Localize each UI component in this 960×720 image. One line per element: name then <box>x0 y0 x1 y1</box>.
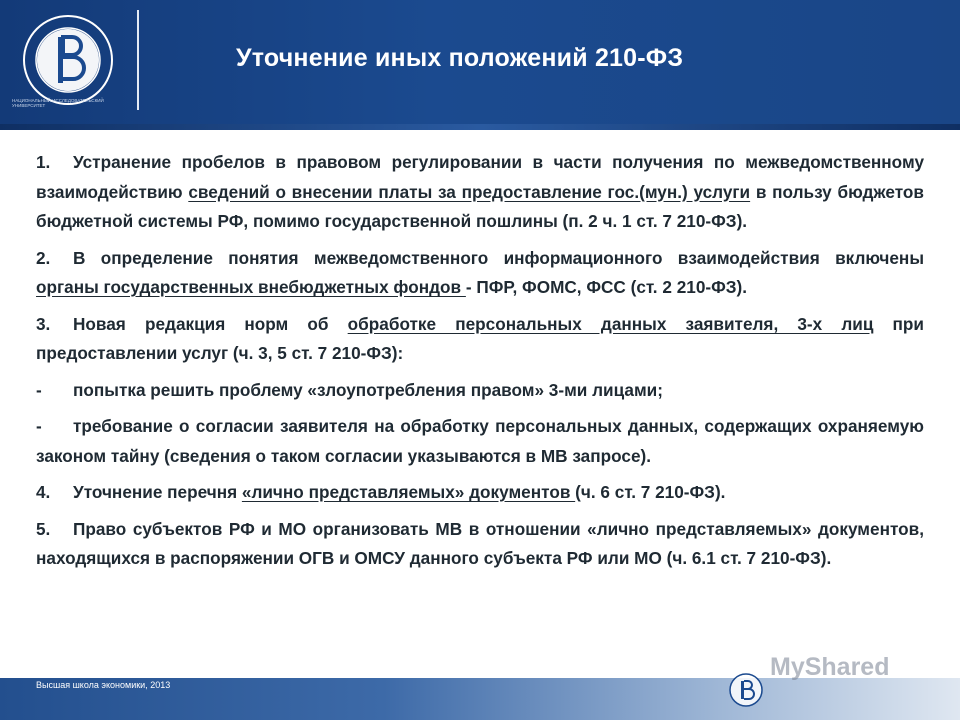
item-text: В определение понятия межведомственного информационного взаимодействия включены <box>73 247 924 268</box>
item-text-tail: при предоставлении услуг (ч. 3, 5 ст. 7 210-ФЗ): <box>36 313 924 363</box>
item-text: попытка решить проблему «злоупотребления правом» 3-ми лицами; <box>73 379 663 400</box>
item-number: 5. <box>36 518 51 539</box>
item-text-tail: (ч. 6 ст. 7 210-ФЗ). <box>575 482 726 502</box>
dash-marker: - <box>36 379 42 400</box>
footer-text: Высшая школа экономики, 2013 <box>36 680 171 690</box>
item-number: 3. <box>36 313 51 334</box>
item-underlined-text: «лично представляемых» документов <box>241 482 576 502</box>
watermark-text: MyShared <box>770 653 890 681</box>
item-text: Уточнение перечня <box>73 482 242 502</box>
item-text: Новая редакция норм об <box>73 313 348 334</box>
list-item-5 <box>36 515 924 574</box>
item-number: 4. <box>36 482 51 502</box>
list-item-2 <box>36 244 924 303</box>
item-underlined-text: сведений о внесении платы за предоставление гос.(мун.) услуги <box>188 181 751 202</box>
item-text: Устранение пробелов в правовом регулировании в части получения по межведомственному взаимодействию <box>36 152 924 202</box>
dash-item-1 <box>36 376 924 406</box>
item-number: 2. <box>36 247 51 268</box>
item-text: требование о согласии заявителя на обработку персональных данных, содержащих охраняемую законом тайну (сведения о таком согласии указываются в МВ запросе). <box>36 416 924 466</box>
dash-item-2 <box>36 412 924 471</box>
dash-marker: - <box>36 416 42 436</box>
slide-content <box>36 148 924 581</box>
item-text-tail: в пользу бюджетов бюджетной системы РФ, помимо государственной пошлины (п. 2 ч. 1 ст. 7 210-ФЗ). <box>36 181 924 231</box>
logo-subtitle: НАЦИОНАЛЬНЫЙ ИССЛЕДОВАТЕЛЬСКИЙ УНИВЕРСИТЕТ <box>12 98 104 108</box>
footer-logo-icon <box>728 672 764 708</box>
header-vertical-divider <box>137 10 139 110</box>
item-number: 1. <box>36 152 51 172</box>
slide-title: Уточнение иных положений 210-ФЗ <box>236 44 684 72</box>
item-text: Право субъектов РФ и МО организовать МВ в отношении «лично представляемых» документов, находящихся в распоряжении ОГВ и ОМСУ данного субъекта РФ или МО (ч. 6.1 ст. 7 210-ФЗ). <box>36 518 924 568</box>
header-divider <box>0 124 960 130</box>
item-underlined-text: органы государственных внебюджетных фондов <box>36 277 466 297</box>
list-item-1 <box>36 148 924 237</box>
item-text-tail: - ПФР, ФОМС, ФСС (ст. 2 210-ФЗ). <box>465 277 748 297</box>
item-underlined-text: обработке персональных данных заявителя, 3-х лиц <box>347 313 874 334</box>
list-item-4 <box>36 478 924 508</box>
list-item-3 <box>36 310 924 369</box>
